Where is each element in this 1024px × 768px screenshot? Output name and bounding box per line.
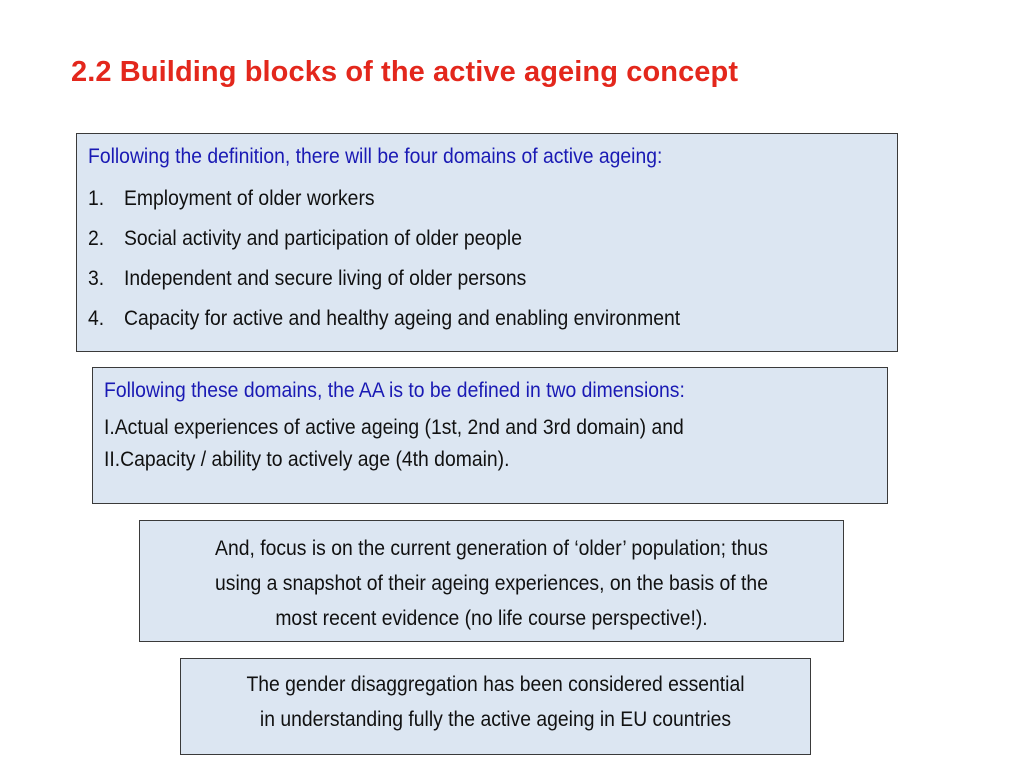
focus-box (139, 520, 844, 642)
focus-line: most recent evidence (no life course perspective!). (275, 606, 708, 630)
gender-line: The gender disaggregation has been considered essential (246, 672, 745, 696)
gender-box (180, 658, 811, 755)
list-item-text: Social activity and participation of older people (124, 226, 522, 250)
dimensions-box (92, 367, 888, 504)
list-item (88, 178, 816, 218)
domains-list (88, 178, 897, 338)
list-item-number: 4. (88, 306, 105, 330)
focus-line: And, focus is on the current generation of ‘older’ population; thus (215, 536, 768, 560)
list-item-number: 2. (88, 226, 105, 250)
slide-title: 2.2 Building blocks of the active ageing concept (71, 56, 739, 88)
dimension-line: II.Capacity / ability to actively age (4th domain). (104, 447, 510, 471)
list-item-text: Employment of older workers (124, 186, 375, 210)
domains-box (76, 133, 898, 352)
dimensions-heading: Following these domains, the AA is to be defined in two dimensions: (104, 378, 685, 402)
list-item (88, 218, 816, 258)
list-item-number: 3. (88, 266, 105, 290)
list-item-text: Independent and secure living of older persons (124, 266, 527, 290)
list-item (88, 298, 816, 338)
domains-heading: Following the definition, there will be four domains of active ageing: (88, 144, 663, 168)
dimension-line: I.Actual experiences of active ageing (1st, 2nd and 3rd domain) and (104, 415, 684, 439)
gender-line: in understanding fully the active ageing in EU countries (259, 707, 732, 731)
list-item-number: 1. (88, 186, 105, 210)
list-item-text: Capacity for active and healthy ageing and enabling environment (124, 306, 681, 330)
focus-line: using a snapshot of their ageing experiences, on the basis of the (215, 571, 768, 595)
list-item (88, 258, 816, 298)
